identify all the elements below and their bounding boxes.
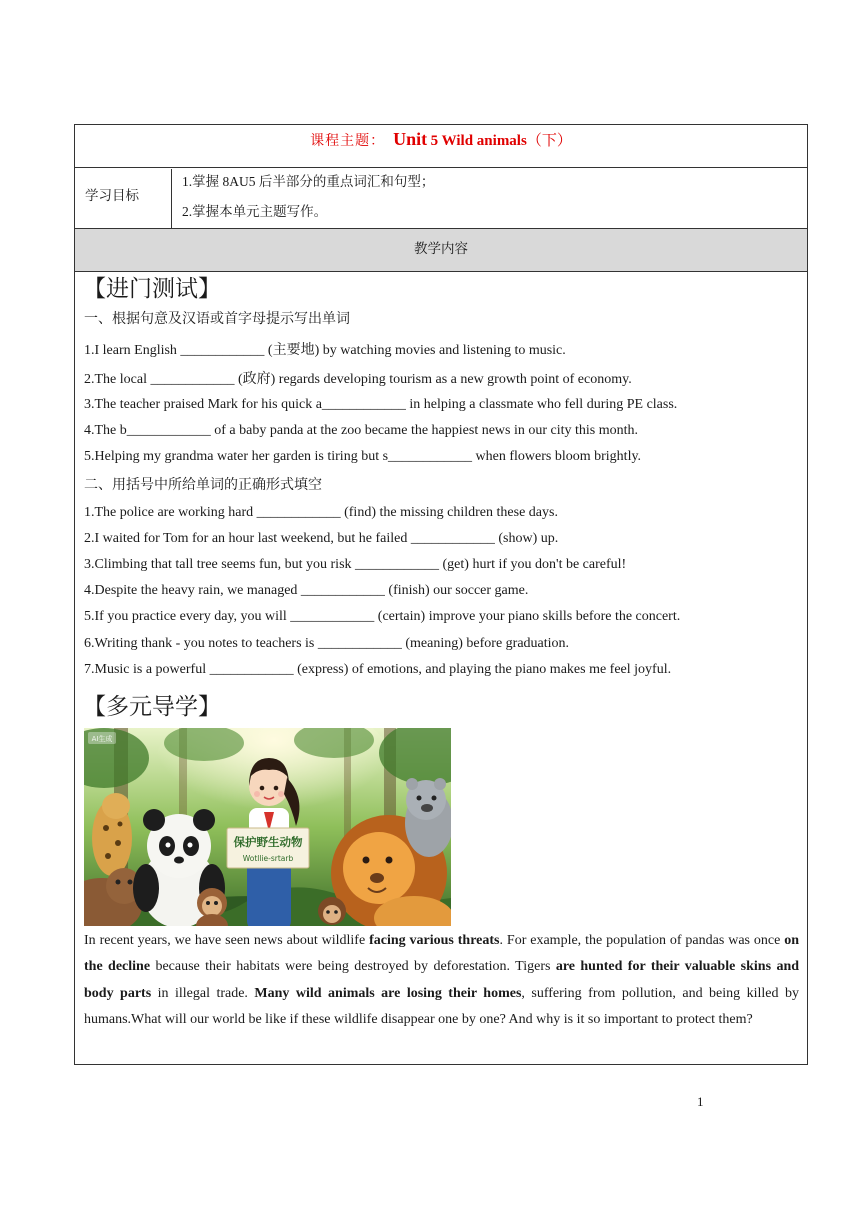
unit-title: 5 Wild animals bbox=[430, 133, 527, 149]
exercise-item: 2.The local ____________ (政府) regards developing tourism as a new growth point of economy. bbox=[84, 372, 632, 387]
exercise-item: 4.Despite the heavy rain, we managed ____________ (finish) our soccer game. bbox=[84, 583, 529, 598]
part1-title: 一、根据句意及汉语或首字母提示写出单词 bbox=[84, 312, 350, 327]
objective-item: 1.掌握 8AU5 后半部分的重点词汇和句型； bbox=[182, 174, 435, 189]
exercise-item: 2.I waited for Tom for an hour last weekend, but he failed ____________ (show) up. bbox=[84, 531, 559, 546]
exercise-item: 1.I learn English ____________ (主要地) by watching movies and listening to music. bbox=[84, 343, 566, 358]
exercise-item: 5.Helping my grandma water her garden is tiring but s____________ when flowers bloom brightly. bbox=[84, 449, 642, 464]
objectives-label-cell bbox=[75, 169, 172, 229]
entry-test-heading: 【进门测试】 bbox=[83, 276, 221, 301]
course-topic-label: 课程主题： bbox=[310, 134, 386, 149]
exercise-item: 3.Climbing that tall tree seems fun, but you risk ____________ (get) hurt if you don't be careful! bbox=[84, 557, 627, 572]
exercise-item: 4.The b____________ of a baby panda at the zoo became the happiest news in our city this month. bbox=[84, 423, 639, 438]
exercise-item: 3.The teacher praised Mark for his quick a____________ in helping a classmate who fell during PE class. bbox=[84, 397, 678, 412]
unit-suffix: （下） bbox=[526, 133, 572, 149]
key-phrase: are hunted for their valuable skins and body parts bbox=[84, 959, 800, 1001]
course-topic-row bbox=[75, 125, 807, 168]
ai-badge-text: AI生成 bbox=[91, 735, 113, 743]
exercise-item: 7.Music is a powerful ____________ (express) of emotions, and playing the piano makes me feel joyful. bbox=[84, 662, 672, 677]
unit-word: Unit bbox=[393, 129, 428, 149]
sign bbox=[227, 828, 309, 868]
objectives-label: 学习目标 bbox=[85, 188, 139, 203]
sign-cn-text: 保护野生动物 bbox=[233, 835, 303, 849]
sign-en-text: Wotllie-srtarb bbox=[242, 854, 294, 863]
key-phrase: on the decline bbox=[84, 933, 800, 975]
lesson-table bbox=[74, 124, 808, 1065]
exercise-item: 5.If you practice every day, you will ____________ (certain) improve your piano skills before the concert. bbox=[84, 609, 681, 624]
page-number: 1 bbox=[697, 1094, 704, 1109]
part2-title: 二、用括号中所给单词的正确形式填空 bbox=[84, 478, 322, 493]
key-phrase: Many wild animals are losing their homes bbox=[254, 985, 522, 1001]
objective-item: 2.掌握本单元主题写作。 bbox=[182, 204, 328, 219]
key-phrase: facing various threats bbox=[369, 933, 500, 948]
intro-paragraph: In recent years, we have seen news about wildlife facing various threats. For example, the population of pandas was once on the decline because their habitats were being destroyed by deforestation. Tigers are hunted for their valuable skins and body parts in illegal trade. Many wild animals are losing their homes, suffering from pollution, and being killed by humans.What will our world be like if these wildlife disappear one by one? And why is it so important to protect them? bbox=[84, 933, 800, 1027]
exercise-item: 6.Writing thank - you notes to teachers is ____________ (meaning) before graduation. bbox=[84, 636, 570, 651]
content-header: 教学内容 bbox=[414, 241, 468, 256]
content-header-row bbox=[75, 229, 807, 272]
wildlife-illustration bbox=[84, 728, 451, 926]
objectives-row bbox=[75, 169, 807, 229]
exercise-item: 1.The police are working hard ____________ (find) the missing children these days. bbox=[84, 505, 558, 520]
guided-heading: 【多元导学】 bbox=[83, 694, 221, 719]
